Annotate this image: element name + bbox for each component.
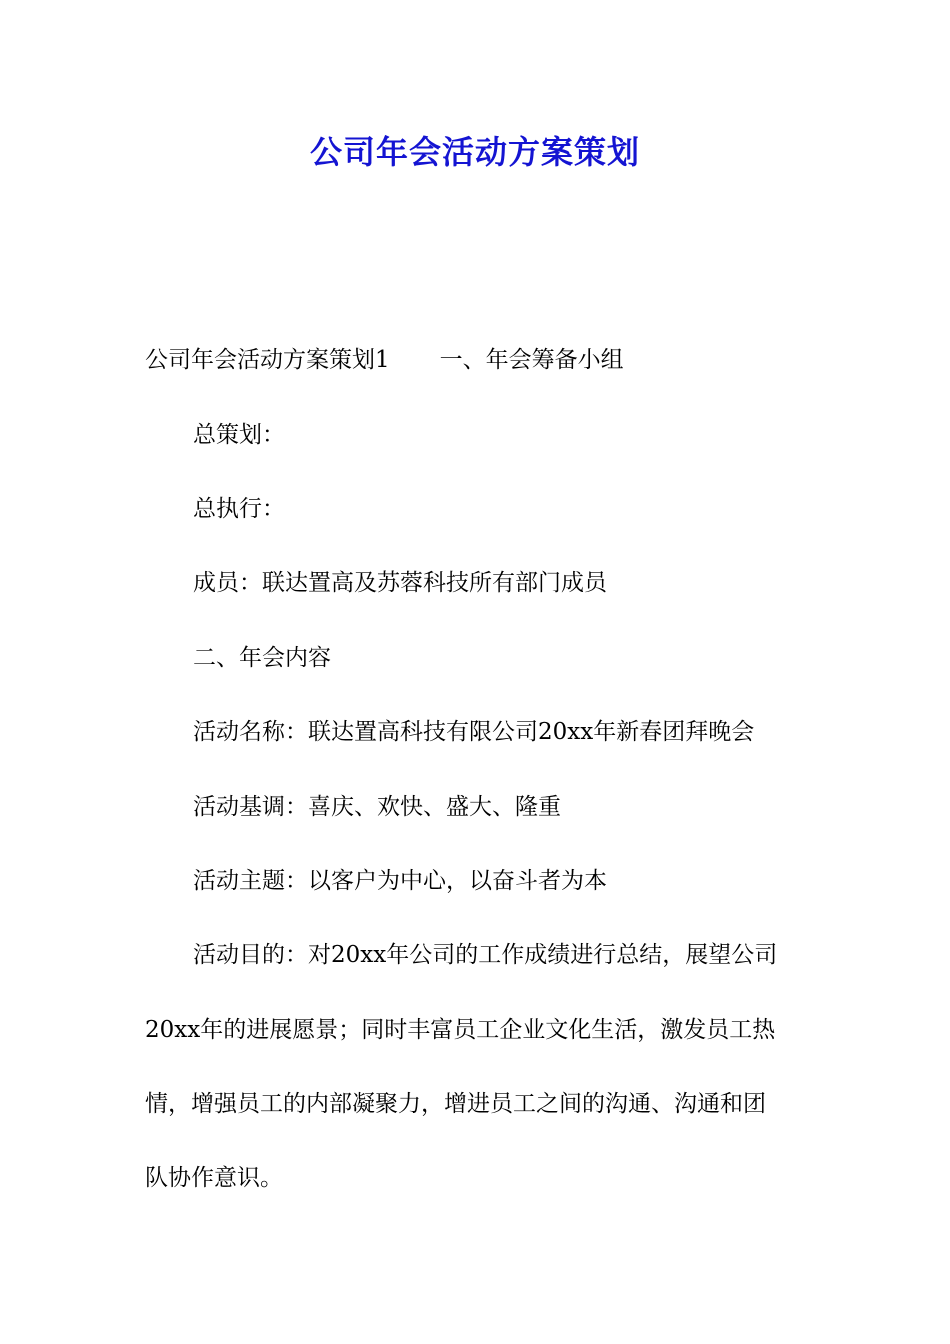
event-purpose-line-2: 20xx年的进展愿景；同时丰富员工企业文化生活，激发员工热 xyxy=(145,1017,776,1043)
chief-planner-line: 总策划： xyxy=(193,422,285,448)
plan-title-number: 公司年会活动方案策划1 xyxy=(145,347,390,373)
event-name-line: 活动名称：联达置高科技有限公司20xx年新春团拜晚会 xyxy=(193,719,755,745)
section-heading-line xyxy=(145,345,624,375)
event-tone-line: 活动基调：喜庆、欢快、盛大、隆重 xyxy=(193,794,561,820)
document-title: 公司年会活动方案策划 xyxy=(309,133,640,171)
event-theme-line: 活动主题：以客户为中心，以奋斗者为本 xyxy=(193,868,607,894)
event-purpose-line-3: 情，增强员工的内部凝聚力，增进员工之间的沟通、沟通和团 xyxy=(145,1091,766,1117)
event-purpose-line-4: 队协作意识。 xyxy=(145,1165,283,1191)
section-heading-2: 二、年会内容 xyxy=(193,645,331,671)
members-line: 成员：联达置高及苏蓉科技所有部门成员 xyxy=(193,570,607,596)
chief-executive-line: 总执行： xyxy=(193,496,285,522)
section-heading-1: 一、年会筹备小组 xyxy=(439,347,624,373)
event-purpose-line: 活动目的：对20xx年公司的工作成绩进行总结，展望公司 xyxy=(193,942,778,968)
